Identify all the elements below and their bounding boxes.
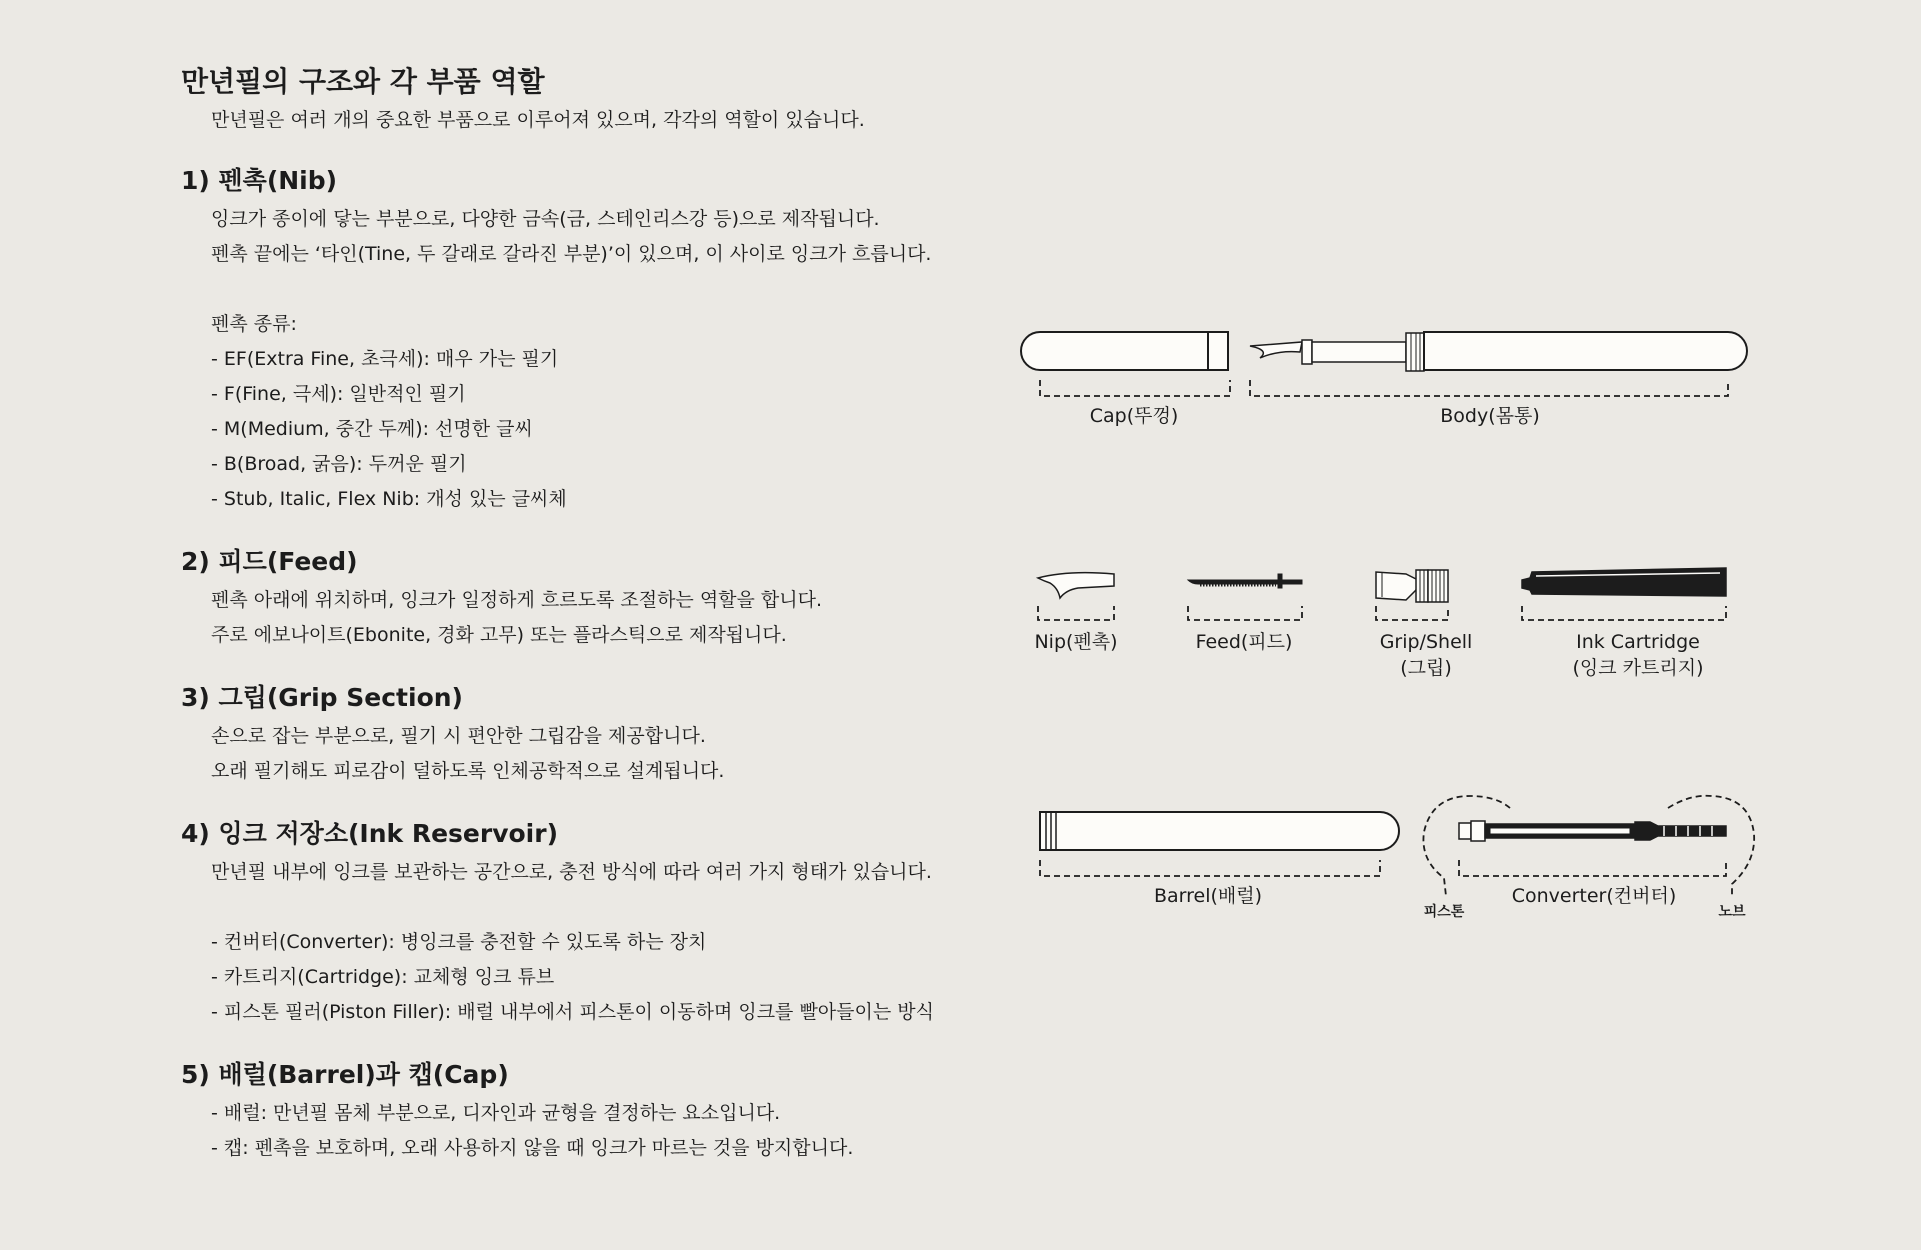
section-heading: 2) 피드(Feed) [181, 547, 358, 576]
barrel-label: Barrel(배럴) [1153, 885, 1263, 907]
converter-label: Converter(컨버터) [1511, 885, 1677, 907]
pen-diagram-svg [1020, 300, 1800, 1000]
grip-illustration [1376, 570, 1448, 602]
feed-illustration [1188, 574, 1302, 588]
ink-cartridge-label: Ink Cartridge [1576, 631, 1700, 653]
knob-label: 노브 [1718, 904, 1746, 920]
section-feed [181, 541, 1001, 653]
section-line: 주로 에보나이트(Ebonite, 경화 고무) 또는 플라스틱으로 제작됩니다. [211, 624, 787, 646]
list-item: - 배럴: 만년필 몸체 부분으로, 디자인과 균형을 결정하는 요소입니다. [211, 1102, 781, 1124]
section-nib [181, 160, 1001, 517]
section-ink-reservoir [181, 813, 1001, 1030]
section-heading: 5) 배럴(Barrel)과 캡(Cap) [181, 1060, 509, 1089]
nip-label: Nip(펜촉) [1034, 631, 1118, 653]
list-item: - 카트리지(Cartridge): 교체형 잉크 튜브 [211, 966, 555, 988]
list-item: - 컨버터(Converter): 병잉크를 충전할 수 있도록 하는 장치 [211, 931, 707, 953]
list-item: - F(Fine, 극세): 일반적인 필기 [211, 383, 466, 405]
converter-illustration [1459, 821, 1726, 841]
spacer [181, 272, 1001, 307]
list-item: - 캡: 펜촉을 보호하며, 오래 사용하지 않을 때 잉크가 마르는 것을 방지합니다. [211, 1137, 854, 1159]
grip-label: Grip/Shell [1379, 631, 1473, 653]
section-line: 잉크가 종이에 닿는 부분으로, 다양한 금속(금, 스테인리스강 등)으로 제작됩니다. [211, 208, 880, 230]
body-illustration [1250, 332, 1747, 371]
spacer [181, 890, 1001, 925]
section-line: 펜촉 아래에 위치하며, 잉크가 일정하게 흐르도록 조절하는 역할을 합니다. [211, 589, 823, 611]
list-item: - Stub, Italic, Flex Nib: 개성 있는 글씨체 [211, 488, 567, 510]
ink-cartridge-illustration [1522, 568, 1726, 596]
list-item: - 피스톤 필러(Piston Filler): 배럴 내부에서 피스톤이 이동하며 잉크를 빨아들이는 방식 [211, 1001, 934, 1023]
section-line: 만년필 내부에 잉크를 보관하는 공간으로, 충전 방식에 따라 여러 가지 형태가 있습니다. [211, 861, 932, 883]
text-column [181, 60, 1001, 1166]
section-line: 펜촉 종류: [211, 313, 297, 335]
section-heading: 3) 그립(Grip Section) [181, 683, 463, 712]
list-item: - M(Medium, 중간 두께): 선명한 글씨 [211, 418, 533, 440]
body-label: Body(몸통) [1440, 405, 1540, 427]
cap-illustration [1021, 332, 1228, 370]
ink-cartridge-label-sub: (잉크 카트리지) [1572, 657, 1704, 679]
nip-illustration [1038, 573, 1114, 598]
section-barrel-cap [181, 1054, 1001, 1166]
section-line: 펜촉 끝에는 ‘타인(Tine, 두 갈래로 갈라진 부분)’이 있으며, 이 사이로 잉크가 흐릅니다. [211, 243, 932, 265]
section-line: 오래 필기해도 피로감이 덜하도록 인체공학적으로 설계됩니다. [211, 760, 725, 782]
piston-label: 피스톤 [1423, 904, 1465, 920]
barrel-illustration [1040, 812, 1399, 850]
cap-label: Cap(뚜껑) [1089, 405, 1179, 427]
grip-label-sub: (그립) [1400, 657, 1452, 679]
intro-text: 만년필은 여러 개의 중요한 부품으로 이루어져 있으며, 각각의 역할이 있습니다. [211, 109, 865, 131]
list-item: - EF(Extra Fine, 초극세): 매우 가는 필기 [211, 348, 559, 370]
section-line: 손으로 잡는 부분으로, 필기 시 편안한 그립감을 제공합니다. [211, 725, 706, 747]
list-item: - B(Broad, 굵음): 두꺼운 필기 [211, 453, 467, 475]
section-grip [181, 677, 1001, 789]
feed-label: Feed(피드) [1195, 631, 1293, 653]
section-heading: 1) 펜촉(Nib) [181, 166, 338, 195]
section-heading: 4) 잉크 저장소(Ink Reservoir) [181, 819, 559, 848]
page-title: 만년필의 구조와 각 부품 역할 [181, 65, 545, 98]
pen-diagram [1020, 300, 1800, 1000]
